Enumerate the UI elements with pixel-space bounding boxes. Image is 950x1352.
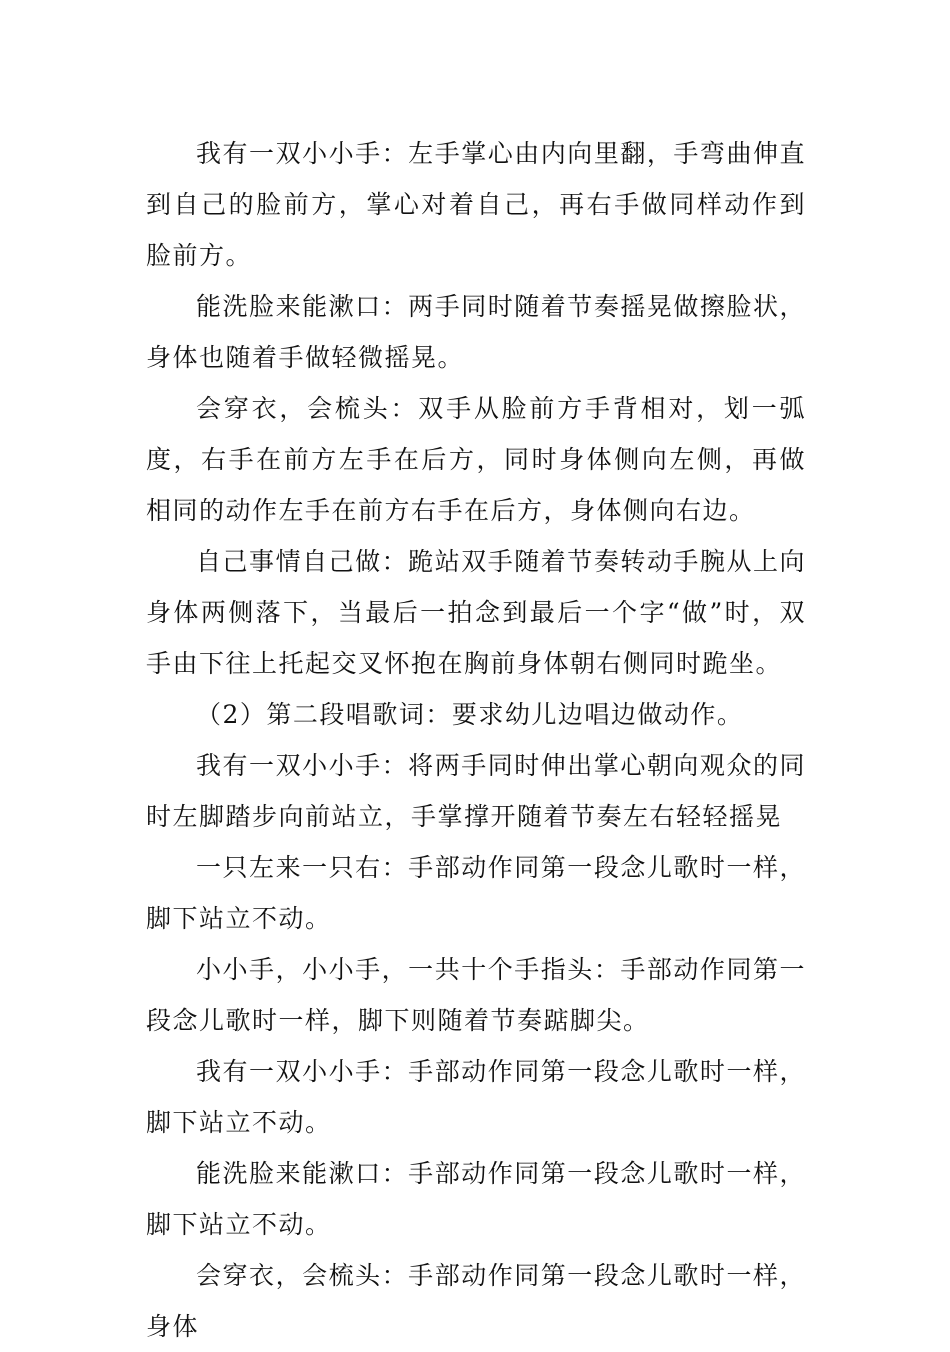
paragraph-3: 会穿衣，会梳头：双手从脸前方手背相对，划一弧度，右手在前方左手在后方，同时身体侧向左侧，再做相同的动作左手在前方右手在后方，身体侧向右边。 [146, 394, 806, 525]
section-heading-2: （2）第二段唱歌词：要求幼儿边唱边做动作。 [196, 700, 744, 729]
paragraph-1: 我有一双小小手：左手掌心由内向里翻，手弯曲伸直到自己的脸前方，掌心对着自己，再右手做同样动作到脸前方。 [146, 139, 806, 270]
document-body [146, 128, 806, 1352]
paragraph-9: 我有一双小小手：手部动作同第一段念儿歌时一样，脚下站立不动。 [146, 1057, 806, 1137]
paragraph-8: 小小手，小小手，一共十个手指头：手部动作同第一段念儿歌时一样，脚下则随着节奏踮脚尖。 [146, 955, 806, 1035]
paragraph-2: 能洗脸来能漱口：两手同时随着节奏摇晃做擦脸状，身体也随着手做轻微摇晃。 [146, 292, 806, 372]
paragraph-7: 一只左来一只右：手部动作同第一段念儿歌时一样，脚下站立不动。 [146, 853, 806, 933]
paragraph-11: 会穿衣，会梳头：手部动作同第一段念儿歌时一样，身体 [146, 1261, 806, 1341]
paragraph-4: 自己事情自己做：跪站双手随着节奏转动手腕从上向身体两侧落下，当最后一拍念到最后一个字“做”时，双手由下往上托起交叉怀抱在胸前身体朝右侧同时跪坐。 [146, 547, 806, 678]
paragraph-10: 能洗脸来能漱口：手部动作同第一段念儿歌时一样，脚下站立不动。 [146, 1159, 806, 1239]
paragraph-6: 我有一双小小手：将两手同时伸出掌心朝向观众的同时左脚踏步向前站立，手掌撑开随着节奏左右轻轻摇晃 [146, 751, 806, 831]
